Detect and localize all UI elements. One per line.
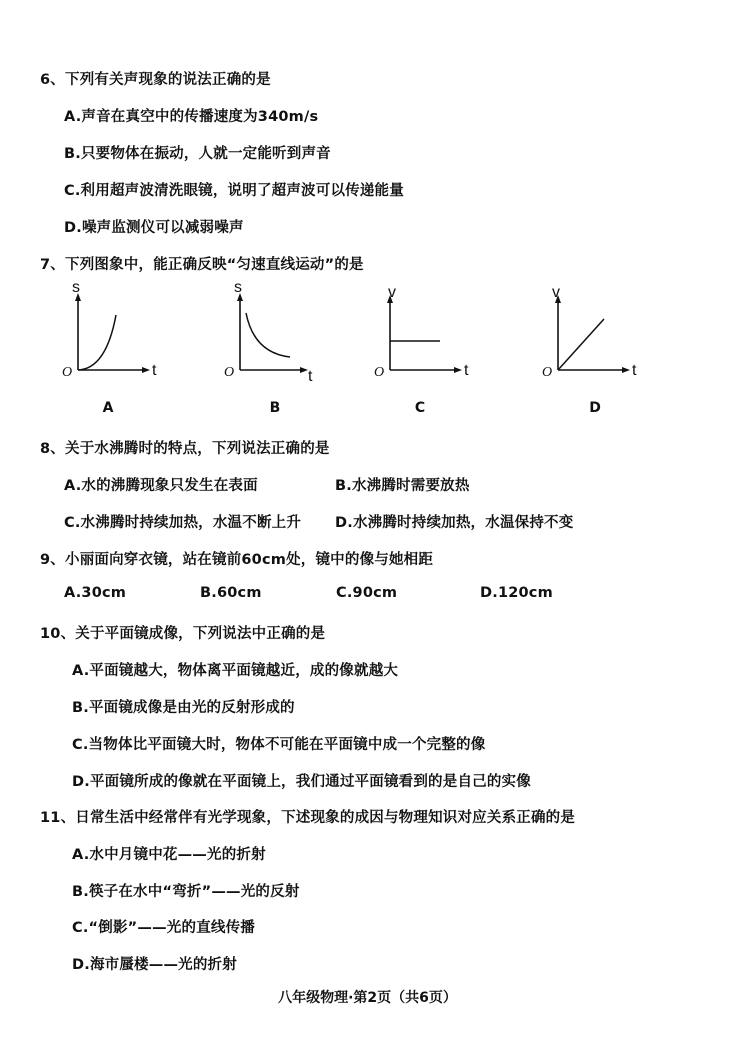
question-10-stem: 10、关于平面镜成像，下列说法中正确的是 — [40, 626, 326, 642]
graph-a-svg — [58, 279, 168, 385]
graph-c-x-arrow — [454, 367, 462, 373]
question-6-option-b: B.只要物体在振动，人就一定能听到声音 — [64, 146, 331, 162]
graph-a — [58, 279, 168, 385]
question-11-option-b: B.筷子在水中“弯折”——光的反射 — [72, 884, 300, 900]
question-6-option-d: D.噪声监测仪可以减弱噪声 — [64, 220, 244, 236]
question-10-option-b: B.平面镜成像是由光的反射形成的 — [72, 700, 295, 716]
graph-b-x-label: t — [308, 368, 313, 385]
graph-b — [222, 279, 332, 385]
graph-a-origin: O — [62, 365, 73, 380]
graph-c-svg — [372, 285, 482, 385]
graph-a-curve — [78, 315, 116, 370]
question-9-option-c: C.90cm — [336, 585, 398, 601]
graph-d-svg — [540, 285, 650, 385]
question-9-stem: 9、小丽面向穿衣镜，站在镜前60cm处，镜中的像与她相距 — [40, 552, 434, 568]
question-9-option-b: B.60cm — [200, 585, 262, 601]
graph-d-y-label: v — [552, 284, 560, 301]
question-9-option-d: D.120cm — [480, 585, 553, 601]
graph-a-x-arrow — [142, 367, 150, 373]
graph-d — [540, 285, 650, 385]
graph-a-x-label: t — [152, 362, 157, 379]
graph-d-origin: O — [542, 365, 553, 380]
graph-d-label: D — [589, 400, 601, 416]
question-11-option-c: C.“倒影”——光的直线传播 — [72, 920, 256, 936]
question-10-option-c: C.当物体比平面镜大时，物体不可能在平面镜中成一个完整的像 — [72, 737, 486, 753]
graph-b-curve — [246, 313, 290, 357]
question-10-option-a: A.平面镜越大，物体离平面镜越近，成的像就越大 — [72, 663, 399, 679]
question-6-stem: 6、下列有关声现象的说法正确的是 — [40, 72, 271, 88]
question-6-option-c: C.利用超声波清洗眼镜，说明了超声波可以传递能量 — [64, 183, 404, 199]
question-8-option-d: D.水沸腾时持续加热，水温保持不变 — [335, 515, 574, 531]
question-8-option-c: C.水沸腾时持续加热，水温不断上升 — [64, 515, 302, 531]
graph-b-svg — [222, 279, 332, 385]
graph-b-y-label: s — [234, 279, 242, 296]
graph-c-label: C — [414, 400, 426, 416]
graph-b-origin: O — [224, 365, 235, 380]
graph-a-y-label: s — [72, 279, 80, 296]
graph-b-label: B — [269, 400, 281, 416]
graph-c — [372, 285, 482, 385]
graph-d-x-arrow — [622, 367, 630, 373]
question-6-option-a: A.声音在真空中的传播速度为340m/s — [64, 109, 319, 125]
graph-b-x-arrow — [300, 367, 308, 373]
question-8-option-b: B.水沸腾时需要放热 — [335, 478, 470, 494]
graph-a-label: A — [102, 400, 114, 416]
question-11-stem: 11、日常生活中经常伴有光学现象，下述现象的成因与物理知识对应关系正确的是 — [40, 810, 576, 826]
question-8-option-a: A.水的沸腾现象只发生在表面 — [64, 478, 258, 494]
question-8-stem: 8、关于水沸腾时的特点，下列说法正确的是 — [40, 441, 330, 457]
question-7-stem: 7、下列图象中，能正确反映“匀速直线运动”的是 — [40, 257, 364, 273]
question-11-option-a: A.水中月镜中花——光的折射 — [72, 847, 266, 863]
page-footer: 八年级物理·第2页（共6页） — [278, 990, 457, 1006]
graph-d-x-label: t — [632, 362, 637, 379]
graph-c-y-label: v — [388, 284, 396, 301]
question-10-option-d: D.平面镜所成的像就在平面镜上，我们通过平面镜看到的是自己的实像 — [72, 774, 531, 790]
question-11-option-d: D.海市蜃楼——光的折射 — [72, 957, 237, 973]
graph-c-origin: O — [374, 365, 385, 380]
graph-d-line — [558, 319, 604, 370]
graph-c-x-label: t — [464, 362, 469, 379]
question-9-option-a: A.30cm — [64, 585, 127, 601]
